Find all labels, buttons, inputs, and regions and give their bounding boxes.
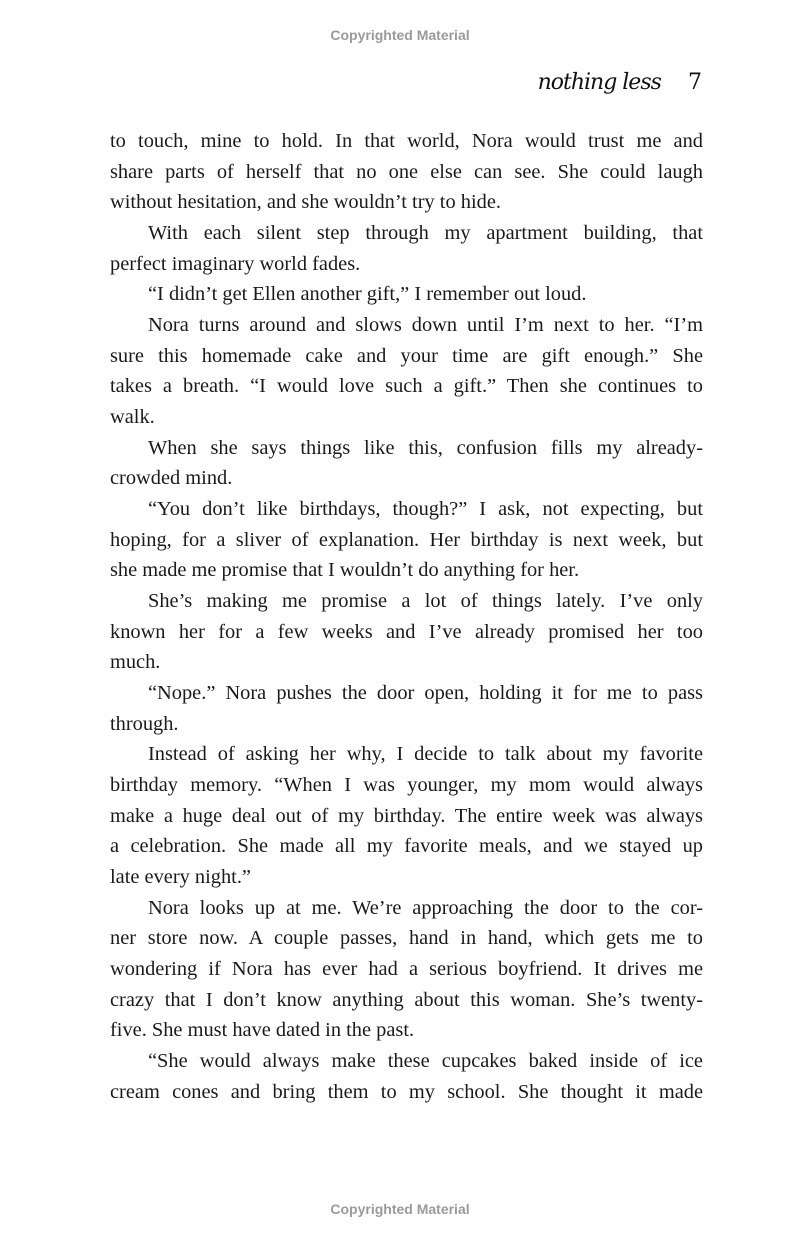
- paragraph: [110, 739, 703, 892]
- paragraph: [110, 1046, 703, 1107]
- text-line: walk.: [110, 406, 155, 429]
- paragraph: [110, 893, 703, 1046]
- text-line: crowded mind.: [110, 467, 233, 490]
- paragraph: [110, 310, 703, 433]
- text-line: a celebration. She made all my favorite meals, and we stayed up: [110, 835, 703, 858]
- text-line: She’s making me promise a lot of things lately. I’ve only: [148, 590, 703, 613]
- paragraph: [110, 126, 703, 218]
- copyright-watermark-bottom: Copyrighted Material: [330, 1201, 470, 1217]
- paragraph: [110, 433, 703, 494]
- running-head-title: nothing less: [537, 70, 661, 95]
- text-line: “Nope.” Nora pushes the door open, holding it for me to pass: [148, 682, 703, 705]
- text-line: wondering if Nora has ever had a serious boyfriend. It drives me: [110, 958, 703, 981]
- text-line: cream cones and bring them to my school. She thought it made: [110, 1080, 703, 1103]
- text-line: When she says things like this, confusion fills my already-: [148, 436, 703, 459]
- text-line: hoping, for a sliver of explanation. Her birthday is next week, but: [110, 528, 703, 551]
- text-line: “She would always make these cupcakes baked inside of ice: [148, 1050, 703, 1073]
- page-number: 7: [688, 70, 702, 95]
- text-line: she made me promise that I wouldn’t do anything for her.: [110, 559, 580, 582]
- text-line: ner store now. A couple passes, hand in hand, which gets me to: [110, 927, 703, 950]
- text-line: much.: [110, 651, 161, 674]
- text-line: known her for a few weeks and I’ve already promised her too: [110, 620, 703, 643]
- copyright-watermark-top: Copyrighted Material: [330, 27, 470, 43]
- text-line: Nora turns around and slows down until I’m next to her. “I’m: [148, 314, 703, 337]
- paragraph: [110, 586, 703, 678]
- paragraph: [110, 218, 703, 279]
- text-line: to touch, mine to hold. In that world, Nora would trust me and: [110, 130, 703, 152]
- paragraph: [110, 678, 703, 739]
- text-line: “You don’t like birthdays, though?” I ask, not expecting, but: [148, 498, 703, 521]
- text-line: through.: [110, 712, 179, 735]
- text-line: sure this homemade cake and your time are gift enough.” She: [110, 344, 703, 367]
- text-line: share parts of herself that no one else can see. She could laugh: [110, 160, 703, 183]
- body-text: [110, 126, 703, 1108]
- text-line: takes a breath. “I would love such a gift.” Then she continues to: [110, 375, 703, 398]
- text-line: make a huge deal out of my birthday. The entire week was always: [110, 804, 703, 827]
- text-line: five. She must have dated in the past.: [110, 1019, 415, 1042]
- text-line: crazy that I don’t know anything about this woman. She’s twenty-: [110, 988, 703, 1011]
- paragraph: [110, 494, 703, 586]
- text-line: birthday memory. “When I was younger, my mom would always: [110, 774, 703, 797]
- paragraph: [110, 279, 703, 310]
- text-line: Instead of asking her why, I decide to talk about my favorite: [148, 743, 703, 766]
- text-line: Nora looks up at me. We’re approaching the door to the cor-: [148, 896, 703, 919]
- text-line: “I didn’t get Ellen another gift,” I remember out loud.: [148, 283, 587, 306]
- text-line: With each silent step through my apartment building, that: [148, 222, 703, 245]
- text-line: perfect imaginary world fades.: [110, 252, 361, 275]
- text-line: late every night.”: [110, 866, 251, 889]
- text-line: without hesitation, and she wouldn’t try to hide.: [110, 191, 501, 214]
- running-head: [538, 70, 702, 95]
